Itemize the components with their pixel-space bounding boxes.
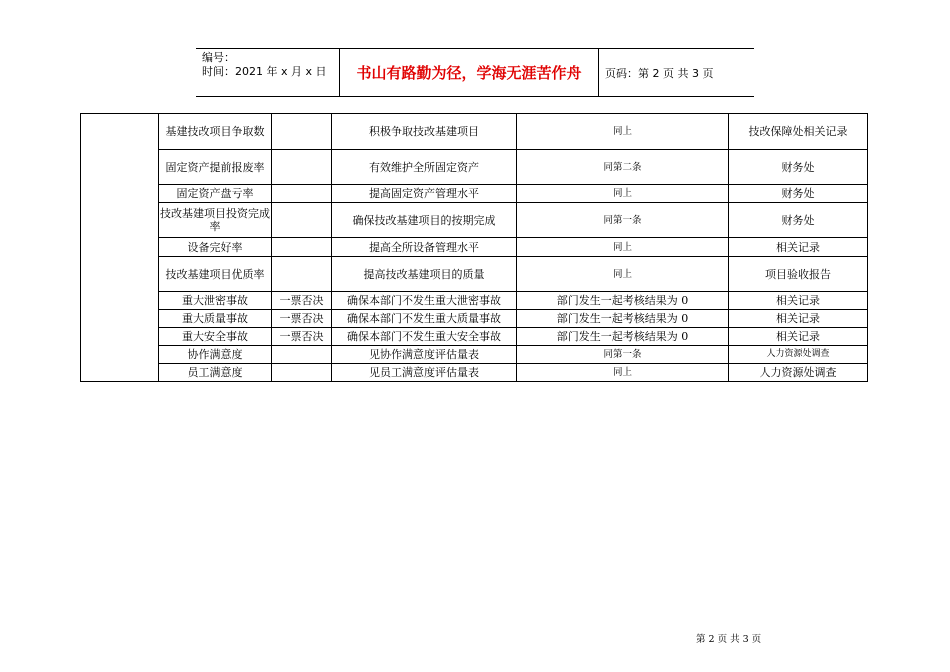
veto-cell bbox=[272, 185, 332, 203]
table-row bbox=[81, 364, 868, 382]
goal-cell: 确保本部门不发生重大质量事故 bbox=[332, 310, 517, 328]
table-row bbox=[81, 328, 868, 346]
veto-cell: 一票否决 bbox=[272, 310, 332, 328]
item-cell: 协作满意度 bbox=[159, 346, 272, 364]
item-cell: 基建技改项目争取数 bbox=[159, 114, 272, 150]
header-meta bbox=[196, 49, 339, 96]
goal-cell: 确保本部门不发生重大泄密事故 bbox=[332, 292, 517, 310]
item-cell: 固定资产盘亏率 bbox=[159, 185, 272, 203]
table-row bbox=[81, 203, 868, 238]
header-slogan: 书山有路勤为径，学海无涯苦作舟 bbox=[339, 49, 599, 96]
time-label: 时间：2021 年 x 月 x 日 bbox=[202, 65, 327, 78]
standard-cell: 同上 bbox=[517, 185, 729, 203]
goal-cell: 提高固定资产管理水平 bbox=[332, 185, 517, 203]
standard-cell: 部门发生一起考核结果为 0 bbox=[517, 292, 729, 310]
header-page-label: 页码：第 2 页 共 3 页 bbox=[605, 66, 714, 80]
source-cell: 相关记录 bbox=[729, 310, 868, 328]
source-cell: 财务处 bbox=[729, 150, 868, 185]
veto-cell bbox=[272, 257, 332, 292]
goal-cell: 提高技改基建项目的质量 bbox=[332, 257, 517, 292]
source-cell: 相关记录 bbox=[729, 328, 868, 346]
source-cell: 人力资源处调查 bbox=[729, 364, 868, 382]
goal-cell: 有效维护全所固定资产 bbox=[332, 150, 517, 185]
standard-cell: 部门发生一起考核结果为 0 bbox=[517, 310, 729, 328]
standard-cell: 同第一条 bbox=[517, 203, 729, 238]
goal-cell: 确保技改基建项目的按期完成 bbox=[332, 203, 517, 238]
table-row bbox=[81, 346, 868, 364]
goal-cell: 确保本部门不发生重大安全事故 bbox=[332, 328, 517, 346]
number-label: 编号： bbox=[202, 51, 235, 64]
veto-cell bbox=[272, 150, 332, 185]
table-row bbox=[81, 292, 868, 310]
standard-cell: 同上 bbox=[517, 114, 729, 150]
table-row bbox=[81, 185, 868, 203]
item-cell: 重大质量事故 bbox=[159, 310, 272, 328]
veto-cell: 一票否决 bbox=[272, 328, 332, 346]
source-cell: 相关记录 bbox=[729, 238, 868, 257]
category-cell bbox=[81, 114, 159, 382]
source-cell: 相关记录 bbox=[729, 292, 868, 310]
veto-cell bbox=[272, 114, 332, 150]
item-cell: 员工满意度 bbox=[159, 364, 272, 382]
item-cell: 技改基建项目投资完成率 bbox=[159, 203, 272, 238]
goal-cell: 积极争取技改基建项目 bbox=[332, 114, 517, 150]
document-header bbox=[196, 48, 754, 97]
source-cell: 财务处 bbox=[729, 203, 868, 238]
table-row bbox=[81, 310, 868, 328]
assessment-table bbox=[80, 113, 868, 382]
veto-cell bbox=[272, 238, 332, 257]
item-cell: 设备完好率 bbox=[159, 238, 272, 257]
goal-cell: 见员工满意度评估量表 bbox=[332, 364, 517, 382]
table-row bbox=[81, 150, 868, 185]
standard-cell: 同上 bbox=[517, 364, 729, 382]
goal-cell: 见协作满意度评估量表 bbox=[332, 346, 517, 364]
veto-cell bbox=[272, 346, 332, 364]
item-cell: 固定资产提前报废率 bbox=[159, 150, 272, 185]
source-cell: 财务处 bbox=[729, 185, 868, 203]
source-cell: 人力资源处调查 bbox=[729, 346, 868, 364]
page-footer: 第 2 页 共 3 页 bbox=[696, 634, 762, 645]
item-cell: 技改基建项目优质率 bbox=[159, 257, 272, 292]
veto-cell bbox=[272, 364, 332, 382]
standard-cell: 同第一条 bbox=[517, 346, 729, 364]
table-row bbox=[81, 257, 868, 292]
item-cell: 重大泄密事故 bbox=[159, 292, 272, 310]
standard-cell: 同第二条 bbox=[517, 150, 729, 185]
table-row bbox=[81, 238, 868, 257]
goal-cell: 提高全所设备管理水平 bbox=[332, 238, 517, 257]
standard-cell: 部门发生一起考核结果为 0 bbox=[517, 328, 729, 346]
source-cell: 项目验收报告 bbox=[729, 257, 868, 292]
veto-cell: 一票否决 bbox=[272, 292, 332, 310]
standard-cell: 同上 bbox=[517, 257, 729, 292]
standard-cell: 同上 bbox=[517, 238, 729, 257]
item-cell: 重大安全事故 bbox=[159, 328, 272, 346]
table-row bbox=[81, 114, 868, 150]
veto-cell bbox=[272, 203, 332, 238]
source-cell: 技改保障处相关记录 bbox=[729, 114, 868, 150]
